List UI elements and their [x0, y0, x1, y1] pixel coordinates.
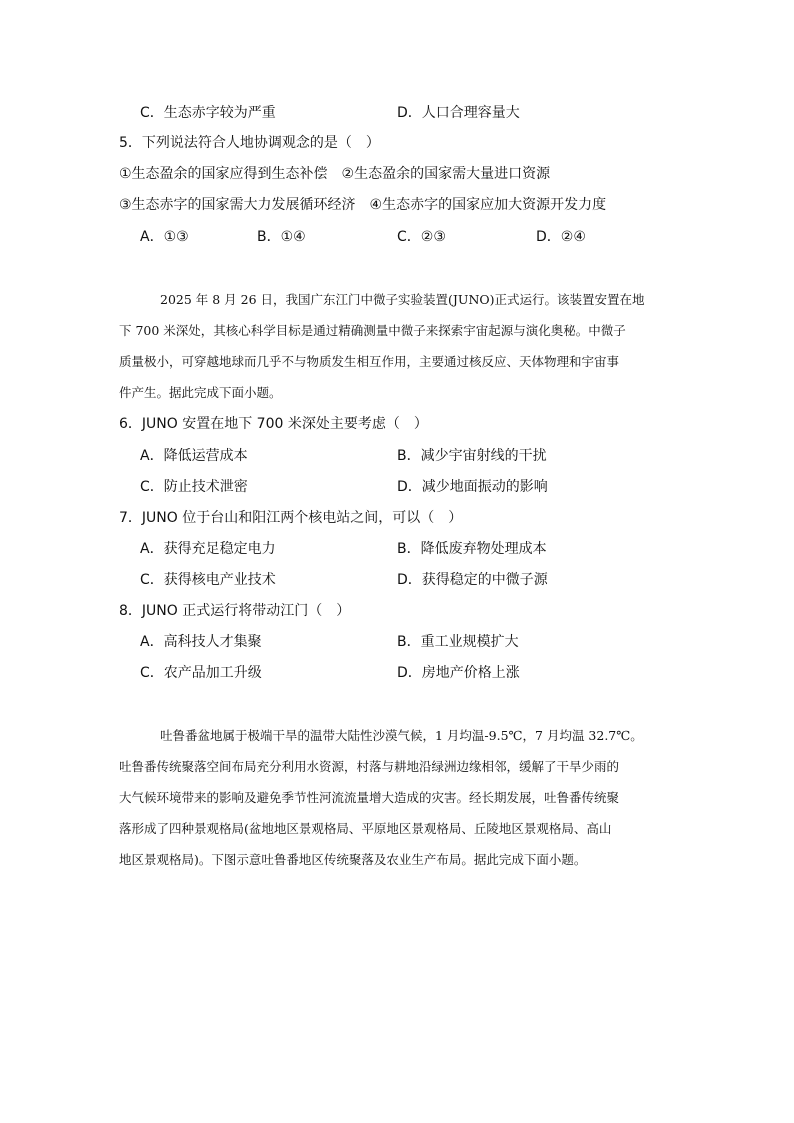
q6-option-b: B．减少宇宙射线的干扰	[397, 448, 547, 464]
q4-option-d: D．人口合理容量大	[397, 105, 520, 121]
q8-option-a: A．高科技人才集聚	[140, 634, 262, 650]
q7-stem: 7．JUNO 位于台山和阳江两个核电站之间，可以（ ）	[119, 510, 463, 526]
q6-stem: 6．JUNO 安置在地下 700 米深处主要考虑（ ）	[119, 416, 428, 432]
q6-option-c: C．防止技术泄密	[140, 479, 248, 495]
passage-juno-line-4: 件产生。据此完成下面小题。	[119, 385, 282, 400]
passage-juno-line-2: 下 700 米深处，其核心科学目标是通过精确测量中微子来探索宇宙起源与演化奥秘。中微子	[119, 323, 626, 338]
q5-option-d: D．②④	[536, 229, 586, 245]
q8-option-c: C．农产品加工升级	[140, 665, 262, 681]
q4-option-c: C．生态赤字较为严重	[140, 105, 276, 121]
q6-option-a: A．降低运营成本	[140, 448, 248, 464]
passage-turpan-line-2: 吐鲁番传统聚落空间布局充分利用水资源，村落与耕地沿绿洲边缘相邻，缓解了干旱少雨的	[119, 759, 620, 774]
q5-statement-line-1: ①生态盈余的国家应得到生态补偿 ②生态盈余的国家需大量进口资源	[119, 166, 551, 182]
q5-statement-line-2: ③生态赤字的国家需大力发展循环经济 ④生态赤字的国家应加大资源开发力度	[119, 197, 607, 213]
q5-option-c: C．②③	[397, 229, 446, 245]
q6-option-d: D．减少地面振动的影响	[397, 479, 548, 495]
q7-option-b: B．降低废弃物处理成本	[397, 541, 547, 557]
passage-turpan-line-4: 落形成了四种景观格局(盆地地区景观格局、平原地区景观格局、丘陵地区景观格局、高山	[119, 821, 612, 836]
q7-option-d: D．获得稳定的中微子源	[397, 572, 548, 588]
q5-stem: 5．下列说法符合人地协调观念的是（ ）	[119, 135, 380, 151]
passage-turpan-line-1: 吐鲁番盆地属于极端干旱的温带大陆性沙漠气候，1 月均温-9.5℃，7 月均温 32.7℃。	[160, 728, 643, 743]
q8-stem: 8．JUNO 正式运行将带动江门（ ）	[119, 603, 351, 619]
passage-turpan-line-5: 地区景观格局)。下图示意吐鲁番地区传统聚落及农业生产布局。据此完成下面小题。	[119, 852, 587, 867]
q7-option-a: A．获得充足稳定电力	[140, 541, 276, 557]
q8-option-b: B．重工业规模扩大	[397, 634, 519, 650]
passage-juno-line-1: 2025 年 8 月 26 日，我国广东江门中微子实验装置(JUNO)正式运行。该装置安置在地	[160, 292, 645, 307]
q5-option-b: B．①④	[257, 229, 306, 245]
q5-option-a: A．①③	[140, 229, 189, 245]
q8-option-d: D．房地产价格上涨	[397, 665, 520, 681]
q7-option-c: C．获得核电产业技术	[140, 572, 276, 588]
passage-juno-line-3: 质量极小，可穿越地球而几乎不与物质发生相互作用，主要通过核反应、天体物理和宇宙事	[119, 354, 620, 369]
passage-turpan-line-3: 大气候环境带来的影响及避免季节性河流流量增大造成的灾害。经长期发展，吐鲁番传统聚	[119, 790, 620, 805]
